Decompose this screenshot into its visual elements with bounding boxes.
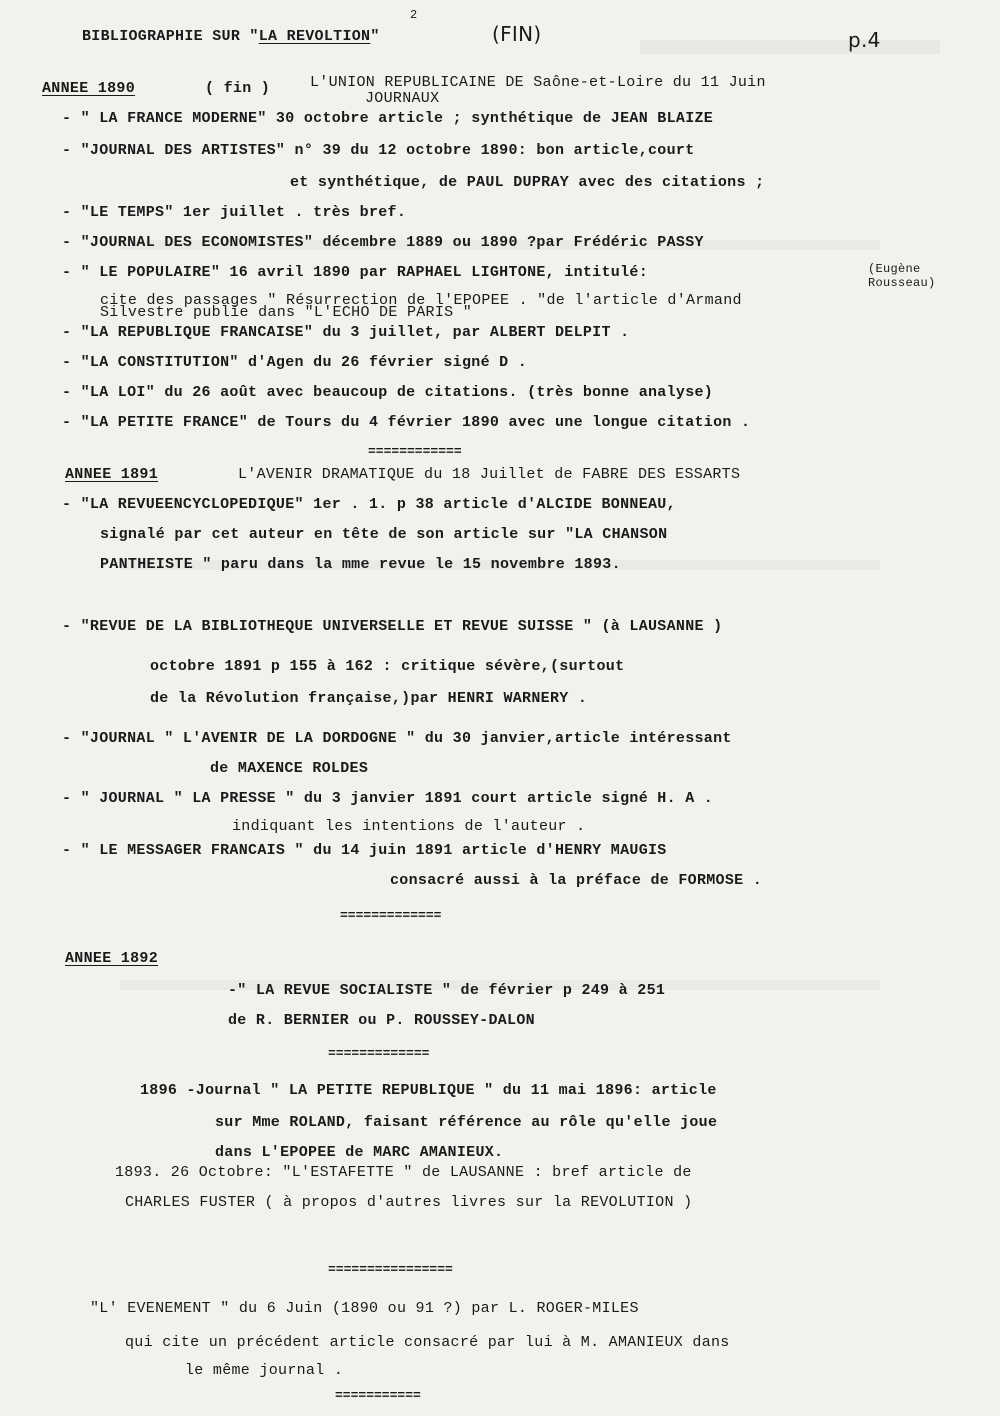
entry-1891-5b: consacré aussi à la préface de FORMOSE .: [390, 872, 763, 889]
entry-1891-5: - " LE MESSAGER FRANCAIS " du 14 juin 1891 article d'HENRY MAUGIS: [62, 842, 667, 859]
entry-1892-1b: de R. BERNIER ou P. ROUSSEY-DALON: [228, 1012, 535, 1029]
rousseau-note: Rousseau): [868, 276, 936, 290]
journaux-heading: JOURNAUX: [365, 90, 440, 107]
entry-1891-1c: PANTHEISTE " paru dans la mme revue le 15 novembre 1893.: [100, 556, 621, 573]
entry-1896-1: 1896 -Journal " LA PETITE REPUBLIQUE " du 11 mai 1896: article: [140, 1082, 717, 1099]
entry-1890-5b: Silvestre publie dans "L'ECHO DE PARIS ": [100, 304, 473, 321]
entry-1891-2b: octobre 1891 p 155 à 162 : critique sévère,(surtout: [150, 658, 625, 675]
entry-1891-1: - "LA REVUEENCYCLOPEDIQUE" 1er . 1. p 38 article d'ALCIDE BONNEAU,: [62, 496, 676, 513]
entry-1891-4: - " JOURNAL " LA PRESSE " du 3 janvier 1891 court article signé H. A .: [62, 790, 714, 807]
entry-1893-1: 1893. 26 Octobre: "L'ESTAFETTE " de LAUSANNE : bref article de: [115, 1164, 692, 1181]
entry-1890-6: - "LA REPUBLIQUE FRANCAISE" du 3 juillet, par ALBERT DELPIT .: [62, 324, 630, 341]
entry-evenement-b: qui cite un précédent article consacré par lui à M. AMANIEUX dans: [125, 1334, 730, 1351]
entry-1891-2c: de la Révolution française,)par HENRI WARNERY .: [150, 690, 588, 707]
entry-1891-3b: de MAXENCE ROLDES: [210, 760, 369, 777]
entry-evenement-c: le même journal .: [185, 1362, 344, 1379]
year-1890-label: ANNEE 1890: [42, 80, 136, 97]
separator: =============: [328, 1046, 430, 1061]
separator: ================: [328, 1262, 453, 1277]
entry-1890-4: - "JOURNAL DES ECONOMISTES" décembre 1889 ou 1890 ?par Frédéric PASSY: [62, 234, 704, 251]
entry-evenement: "L' EVENEMENT " du 6 Juin (1890 ou 91 ?) par L. ROGER-MILES: [90, 1300, 639, 1317]
title-suffix: ": [370, 28, 380, 45]
entry-1891-1b: signalé par cet auteur en tête de son article sur "LA CHANSON: [100, 526, 668, 543]
separator: ===========: [335, 1388, 421, 1403]
entry-1890-3: - "LE TEMPS" 1er juillet . très bref.: [62, 204, 407, 221]
entry-1890-2: - "JOURNAL DES ARTISTES" n° 39 du 12 octobre 1890: bon article,court: [62, 142, 695, 159]
entry-1890-7: - "LA CONSTITUTION" d'Agen du 26 février signé D .: [62, 354, 528, 371]
avenir-dramatique-line: L'AVENIR DRAMATIQUE du 18 Juillet de FABRE DES ESSARTS: [238, 466, 741, 483]
entry-1890-5: - " LE POPULAIRE" 16 avril 1890 par RAPHAEL LIGHTONE, intitulé:: [62, 264, 648, 281]
year-1890-fin: ( fin ): [205, 80, 271, 97]
entry-1890-1: - " LA FRANCE MODERNE" 30 octobre article ; synthétique de JEAN BLAIZE: [62, 110, 714, 127]
title-prefix: BIBLIOGRAPHIE SUR ": [82, 28, 259, 45]
handwritten-mark: 2: [410, 8, 418, 22]
separator: ============: [368, 444, 462, 459]
separator: =============: [340, 908, 442, 923]
entry-1890-2b: et synthétique, de PAUL DUPRAY avec des citations ;: [290, 174, 765, 191]
entry-1896-1b: sur Mme ROLAND, faisant référence au rôle qu'elle joue: [215, 1114, 718, 1131]
entry-1891-3: - "JOURNAL " L'AVENIR DE LA DORDOGNE " du 30 janvier,article intéressant: [62, 730, 732, 747]
entry-1891-4b: indiquant les intentions de l'auteur .: [232, 818, 586, 835]
year-1891-label: ANNEE 1891: [65, 466, 159, 483]
entry-1890-5c: cite des passages " Résurrection de l'EPOPEE . "de l'article d'Armand: [100, 292, 742, 309]
entry-1896-1c: dans L'EPOPEE de MARC AMANIEUX.: [215, 1144, 504, 1161]
entry-1891-2: - "REVUE DE LA BIBLIOTHEQUE UNIVERSELLE ET REVUE SUISSE " (à LAUSANNE ): [62, 618, 723, 635]
title-subject: LA REVOLTION: [258, 28, 371, 45]
page-number: p.4: [848, 28, 881, 52]
eugene-note: (Eugène: [868, 262, 921, 276]
union-republicaine-line: L'UNION REPUBLICAINE DE Saône-et-Loire du 11 Juin: [310, 74, 766, 91]
document-title: [82, 28, 380, 45]
entry-1890-8: - "LA LOI" du 26 août avec beaucoup de citations. (très bonne analyse): [62, 384, 714, 401]
year-1892-label: ANNEE 1892: [65, 950, 159, 967]
entry-1890-9: - "LA PETITE FRANCE" de Tours du 4 février 1890 avec une longue citation .: [62, 414, 751, 431]
entry-1893-1b: CHARLES FUSTER ( à propos d'autres livres sur la REVOLUTION ): [125, 1194, 693, 1211]
entry-1892-1: -" LA REVUE SOCIALISTE " de février p 249 à 251: [228, 982, 666, 999]
handwritten-fin: (FIN): [492, 22, 542, 46]
